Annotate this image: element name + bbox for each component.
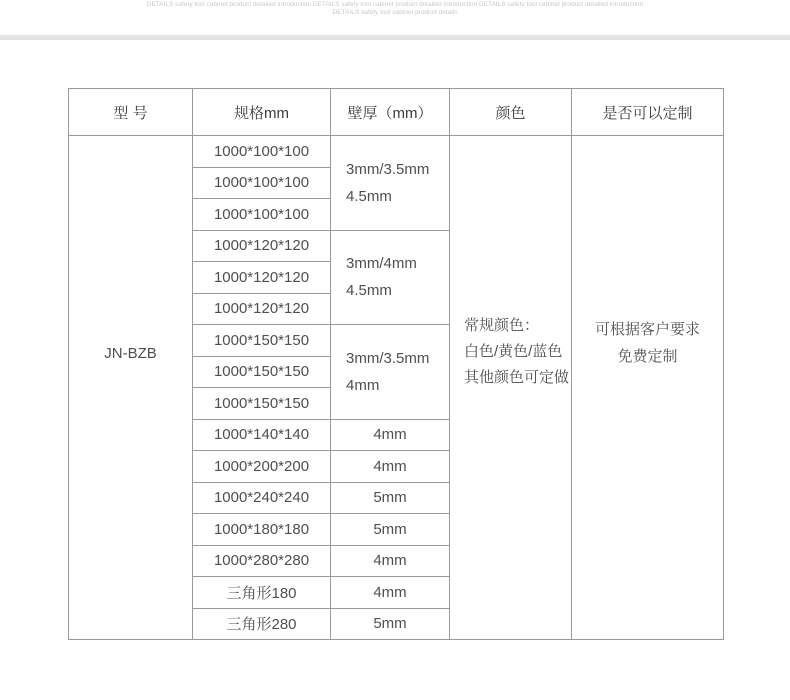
watermark-text [0, 1, 790, 17]
watermark-line-2: DETAILS safety tool cabinet product details [332, 9, 458, 16]
spec-cell: 1000*100*100 [193, 136, 331, 168]
section-divider [0, 35, 790, 40]
spec-cell: 1000*120*120 [193, 230, 331, 262]
model-value: JN-BZB [104, 345, 157, 362]
spec-cell: 1000*200*200 [193, 451, 331, 483]
thickness-cell: 4mm [331, 577, 450, 609]
spec-cell: 1000*240*240 [193, 482, 331, 514]
spec-cell: 1000*140*140 [193, 419, 331, 451]
thickness-cell: 3mm/4mm 4.5mm [331, 230, 450, 325]
model-cell [69, 136, 193, 640]
thickness-cell: 4mm [331, 451, 450, 483]
thickness-cell: 5mm [331, 514, 450, 546]
header-spec: 规格mm [193, 89, 331, 136]
spec-cell: 1000*150*150 [193, 356, 331, 388]
customize-note: 可根据客户要求 免费定制 [594, 320, 700, 365]
spec-cell: 1000*150*150 [193, 388, 331, 420]
spec-cell: 1000*120*120 [193, 262, 331, 294]
thickness-cell: 5mm [331, 482, 450, 514]
header-customizable: 是否可以定制 [572, 89, 724, 136]
spec-cell: 三角形280 [193, 608, 331, 640]
spec-cell: 1000*100*100 [193, 199, 331, 231]
spec-cell: 1000*100*100 [193, 167, 331, 199]
thickness-cell: 4mm [331, 419, 450, 451]
thickness-cell: 4mm [331, 545, 450, 577]
header-thickness: 壁厚（mm） [331, 89, 450, 136]
thickness-cell: 5mm [331, 608, 450, 640]
spec-cell: 1000*280*280 [193, 545, 331, 577]
thickness-cell: 3mm/3.5mm 4.5mm [331, 136, 450, 231]
table-header-row [69, 89, 724, 136]
color-cell [450, 136, 572, 640]
customize-cell [572, 136, 724, 640]
spec-cell: 1000*150*150 [193, 325, 331, 357]
table-row [69, 136, 724, 168]
spec-cell: 1000*180*180 [193, 514, 331, 546]
watermark-line-1: DETAILS safety tool cabinet product detailed introduction DETAILS safety tool cabinet product detailed introduction DETAILS safety tool cabinet product detailed introduction [146, 1, 644, 8]
header-model: 型 号 [69, 89, 193, 136]
thickness-cell: 3mm/3.5mm 4mm [331, 325, 450, 420]
spec-cell: 1000*120*120 [193, 293, 331, 325]
color-note: 常规颜色： 白色/黄色/蓝色 其他颜色可定做 [464, 316, 570, 386]
header-color: 颜色 [450, 89, 572, 136]
spec-cell: 三角形180 [193, 577, 331, 609]
product-spec-table [68, 88, 724, 640]
